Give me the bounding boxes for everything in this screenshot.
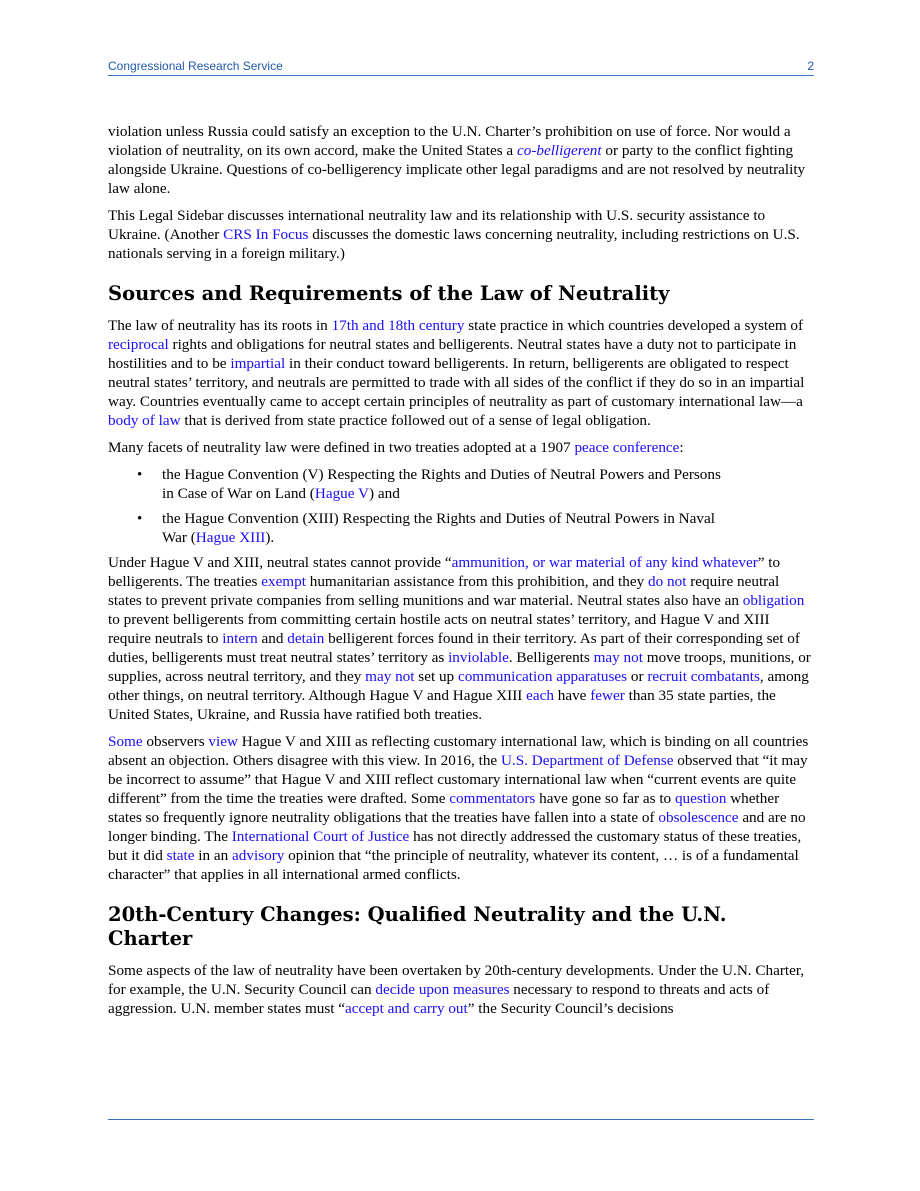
text: in an — [194, 847, 233, 864]
text: state practice in which countries developed a system of — [464, 317, 804, 334]
paragraph-4 — [108, 438, 814, 457]
link-hague-xiii[interactable]: Hague XIII — [195, 529, 266, 546]
link-hague-v[interactable]: Hague V — [314, 485, 370, 502]
link-communication-apparatuses[interactable]: communication apparatuses — [457, 668, 628, 685]
link-fewer[interactable]: fewer — [590, 687, 625, 704]
text: necessary to respond to threats and acts of aggression. U.N. member states must “ — [108, 981, 770, 1017]
link-impartial[interactable]: impartial — [230, 355, 286, 372]
section-heading-20th-century: 20th-Century Changes: Qualified Neutrality and the U.N. Charter — [108, 903, 727, 950]
text: rights and obligations for neutral states and belligerents. Neutral states have a duty not to participate in hostilities and to be — [108, 336, 797, 372]
paragraph-2 — [108, 206, 814, 263]
text: or — [627, 668, 648, 685]
text: Many facets of neutrality law were defined in two treaties adopted at a 1907 — [108, 439, 575, 456]
link-each[interactable]: each — [526, 687, 554, 704]
paragraph-1 — [108, 122, 814, 198]
link-view[interactable]: view — [208, 733, 238, 750]
link-reciprocal[interactable]: reciprocal — [108, 336, 169, 353]
text: ” to belligerents. The treaties — [108, 554, 781, 590]
text: This Legal Sidebar discusses international neutrality law and its relationship with U.S. security assistance to Ukraine. (Another — [108, 207, 766, 243]
text: Hague V and XIII as reflecting customary international law, which is binding on all countries absent an objection. Others disagree with this view. In 2016, the — [108, 733, 809, 769]
link-may-not-2[interactable]: may not — [365, 668, 415, 685]
text: has not directly addressed the customary status of these treaties, but it did — [108, 828, 802, 864]
text: ). — [265, 529, 275, 546]
link-icj[interactable]: International Court of Justice — [231, 828, 410, 845]
link-may-not-1[interactable]: may not — [593, 649, 643, 666]
text: humanitarian assistance from this prohibition, and they — [305, 573, 649, 590]
text: move troops, munitions, or supplies, across neutral territory, and they — [108, 649, 811, 685]
text: ” the Security Council’s decisions — [467, 1000, 674, 1017]
link-accept-and-carry-out[interactable]: accept and carry out — [345, 1000, 468, 1017]
text: , among other things, on neutral territory. Although Hague V and Hague XIII — [108, 668, 809, 704]
text: or party to the conflict fighting alongside Ukraine. Questions of co-belligerency implicate other legal paradigms and are not resolved by neutrality law alone. — [108, 142, 806, 197]
link-some[interactable]: Some — [108, 733, 143, 750]
section-heading-sources: Sources and Requirements of the Law of Neutrality — [108, 282, 670, 305]
paragraph-7 — [108, 961, 814, 1018]
link-17th-18th-century[interactable]: 17th and 18th century — [331, 317, 465, 334]
paragraph-6 — [108, 732, 814, 884]
text: observers — [142, 733, 209, 750]
link-dod[interactable]: U.S. Department of Defense — [500, 752, 674, 769]
text: have gone so far as to — [535, 790, 675, 807]
link-recruit-combatants[interactable]: recruit combatants — [647, 668, 760, 685]
text: . Belligerents — [508, 649, 594, 666]
footer-divider — [108, 1119, 814, 1120]
link-decide-upon-measures[interactable]: decide upon measures — [375, 981, 510, 998]
text: : — [679, 439, 684, 456]
list-item — [162, 509, 814, 547]
link-do-not[interactable]: do not — [648, 573, 687, 590]
paragraph-5 — [108, 553, 814, 724]
link-question[interactable]: question — [674, 790, 727, 807]
page-number: 2 — [807, 59, 814, 73]
text: that is derived from state practice followed out of a sense of legal obligation. — [180, 412, 651, 429]
header-org-name: Congressional Research Service — [108, 59, 283, 73]
link-intern[interactable]: intern — [222, 630, 258, 647]
text: and — [257, 630, 288, 647]
list-item — [162, 465, 814, 503]
link-obligation[interactable]: obligation — [742, 592, 805, 609]
link-ammunition[interactable]: ammunition, or war material of any kind whatever — [451, 554, 758, 571]
body-content — [108, 122, 814, 1026]
text: than 35 state parties, the United States, Ukraine, and Russia have ratified both treaties. — [108, 687, 776, 723]
text: observed that “it may be incorrect to assume” that Hague V and XIII reflect customary international law when “current events are quite different” from the time the treaties were drafted. Some — [108, 752, 808, 807]
text: set up — [414, 668, 458, 685]
link-advisory[interactable]: advisory — [232, 847, 285, 864]
text: violation unless Russia could satisfy an exception to the U.N. Charter’s prohibition on use of force. Nor would a violation of neutrality, on its own accord, make the United States a — [108, 123, 791, 159]
text: Some aspects of the law of neutrality have been overtaken by 20th-century developments. Under the U.N. Charter, for example, the U.N. Security Council can — [108, 962, 805, 998]
link-body-of-law[interactable]: body of law — [108, 412, 181, 429]
link-crs-in-focus[interactable]: CRS In Focus — [223, 226, 309, 243]
link-peace-conference[interactable]: peace conference — [574, 439, 680, 456]
text: in their conduct toward belligerents. In return, belligerents are obligated to respect neutral states’ territory, and neutrals are permitted to trade with all sides of the conflict if they do so in an impartial way. Countries eventually came to accept certain principles of neutrality as part of customary international law—a — [108, 355, 805, 410]
paragraph-3 — [108, 316, 814, 430]
link-detain[interactable]: detain — [287, 630, 325, 647]
link-obsolescence[interactable]: obsolescence — [658, 809, 739, 826]
text: whether states so frequently ignore neutrality obligations that the treaties have fallen into a state of — [108, 790, 780, 826]
bullet-list — [108, 465, 814, 547]
text: and are no longer binding. The — [108, 809, 806, 845]
text: require neutral states to prevent private companies from selling munitions and war material. Neutral states also have an — [108, 573, 780, 609]
link-inviolable[interactable]: inviolable — [448, 649, 509, 666]
text: the Hague Convention (V) Respecting the Rights and Duties of Neutral Powers and Persons in Case of War on Land ( — [162, 466, 721, 502]
link-state[interactable]: state — [166, 847, 195, 864]
text: ) and — [369, 485, 400, 502]
text: to prevent belligerents from committing certain hostile acts on neutral states’ territory, and Hague V and XIII require neutrals to — [108, 611, 770, 647]
text: opinion that “the principle of neutrality, whatever its content, … is of a fundamental character” that applies in all international armed conflicts. — [108, 847, 799, 883]
link-commentators[interactable]: commentators — [449, 790, 536, 807]
page-header — [108, 57, 814, 76]
text: The law of neutrality has its roots in — [108, 317, 332, 334]
link-co-belligerent[interactable]: co-belligerent — [516, 142, 602, 159]
text: belligerent forces found in their territory. As part of their corresponding set of duties, belligerents must treat neutral states’ territory as — [108, 630, 800, 666]
text: the Hague Convention (XIII) Respecting the Rights and Duties of Neutral Powers in Naval War ( — [162, 510, 715, 546]
text: have — [553, 687, 591, 704]
link-exempt[interactable]: exempt — [261, 573, 306, 590]
text: discusses the domestic laws concerning neutrality, including restrictions on U.S. nationals serving in a foreign military.) — [108, 226, 800, 262]
text: Under Hague V and XIII, neutral states cannot provide “ — [108, 554, 452, 571]
